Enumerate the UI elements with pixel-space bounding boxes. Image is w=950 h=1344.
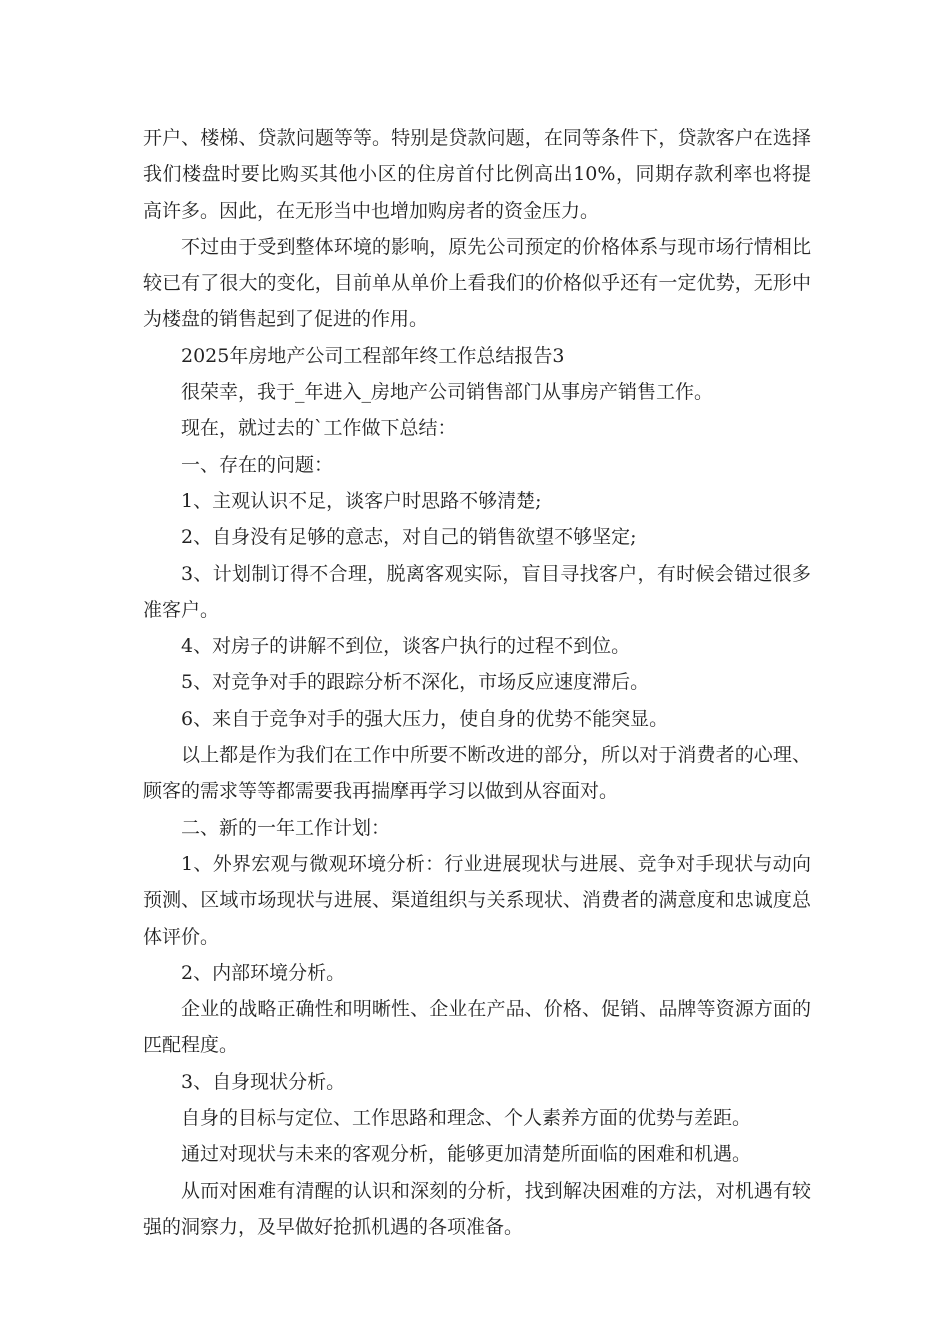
- document-body: [143, 120, 811, 1245]
- list-item: 5、对竞争对手的跟踪分析不深化，市场反应速度滞后。: [181, 671, 650, 694]
- paragraph: 自身的目标与定位、工作思路和理念、个人素养方面的优势与差距。: [181, 1107, 752, 1130]
- list-item: 6、来自于竞争对手的强大压力，使自身的优势不能突显。: [181, 707, 669, 730]
- paragraph: 企业的战略正确性和明晰性、企业在产品、价格、促销、品牌等资源方面的匹配程度。: [143, 998, 811, 1057]
- paragraph: 通过对现状与未来的客观分析，能够更加清楚所面临的困难和机遇。: [181, 1143, 752, 1166]
- list-item: 1、外界宏观与微观环境分析：行业进展现状与进展、竞争对手现状与动向预测、区域市场现状与进展、渠道组织与关系现状、消费者的满意度和忠诚度总体评价。: [143, 852, 811, 948]
- paragraph: 从而对困难有清醒的认识和深刻的分析，找到解决困难的方法，对机遇有较强的洞察力，及早做好抢抓机遇的各项准备。: [143, 1179, 811, 1238]
- paragraph: 很荣幸，我于_年进入_房地产公司销售部门从事房产销售工作。: [181, 381, 714, 404]
- paragraph: 以上都是作为我们在工作中所要不断改进的部分，所以对于消费者的心理、顾客的需求等等都需要我再揣摩再学习以做到从容面对。: [143, 744, 811, 803]
- list-item: 3、自身现状分析。: [181, 1070, 346, 1093]
- list-item: 2、自身没有足够的意志，对自己的销售欲望不够坚定;: [181, 526, 637, 549]
- section-heading: 一、存在的问题：: [181, 453, 334, 476]
- section-heading: 二、新的一年工作计划：: [181, 816, 391, 839]
- paragraph: 现在，就过去的`工作做下总结：: [181, 417, 457, 440]
- paragraph: 不过由于受到整体环境的影响，原先公司预定的价格体系与现市场行情相比较已有了很大的变化，目前单从单价上看我们的价格似乎还有一定优势，无形中为楼盘的销售起到了促进的作用。: [143, 235, 811, 331]
- section-heading: 2025年房地产公司工程部年终工作总结报告3: [181, 344, 565, 367]
- list-item: 1、主观认识不足，谈客户时思路不够清楚;: [181, 489, 542, 512]
- list-item: 4、对房子的讲解不到位，谈客户执行的过程不到位。: [181, 635, 631, 658]
- list-item: 3、计划制订得不合理，脱离客观实际，盲目寻找客户，有时候会错过很多准客户。: [143, 562, 811, 621]
- paragraph: 开户、楼梯、贷款问题等等。特别是贷款问题，在同等条件下，贷款客户在选择我们楼盘时要比购买其他小区的住房首付比例高出10%，同期存款利率也将提高许多。因此，在无形当中也增加购房者的资金压力。: [143, 127, 811, 222]
- list-item: 2、内部环境分析。: [181, 961, 346, 984]
